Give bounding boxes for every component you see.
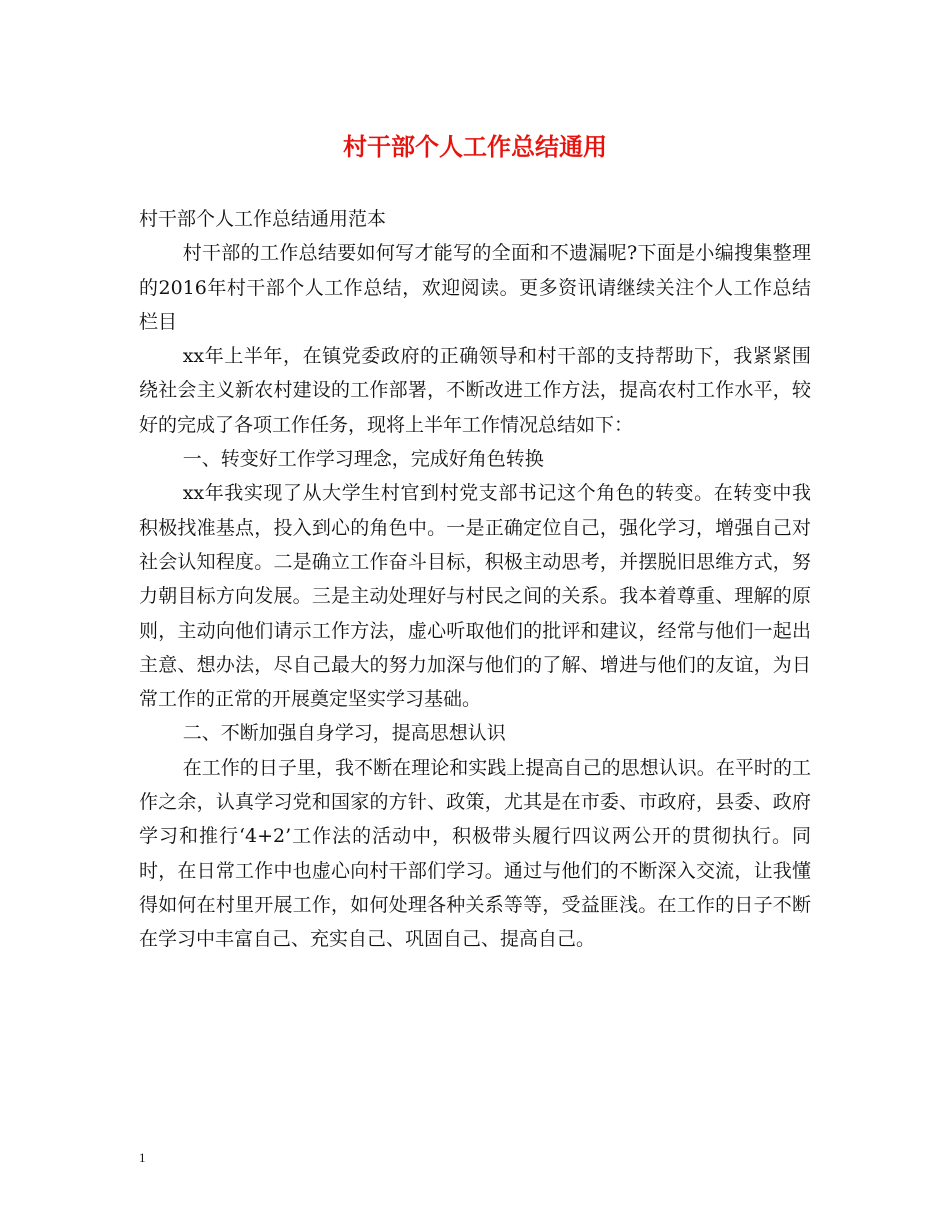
section-heading: 二、不断加强自身学习，提高思想认识 [182,722,506,745]
paragraph: 在工作的日子里，我不断在理论和实践上提高自己的思想认识。在平时的工作之余，认真学习党和国家的方针、政策，尤其是在市委、市政府，县委、政府学习和推行‘4+2’工作法的活动中，积极带头履行四议两公开的贯彻执行。同时，在日常工作中也虚心向村干部们学习。通过与他们的不断深入交流，让我懂得如何在村里开展工作，如何处理各种关系等等，受益匪浅。在工作的日子不断在学习中丰富自己、充实自己、巩固自己、提高自己。 [139,756,811,951]
paragraph: 村干部个人工作总结通用范本 [139,208,387,230]
section-heading: 一、转变好工作学习理念，完成好角色转换 [182,448,544,471]
paragraph: 村干部的工作总结要如何写才能写的全面和不遗漏呢?下面是小编搜集整理的2016年村干部个人工作总结，欢迎阅读。更多资讯请继续关注个人工作总结栏目 [139,242,811,333]
document-body [139,202,811,957]
page-number: 1 [139,1150,146,1165]
paragraph: xx年我实现了从大学生村官到村党支部书记这个角色的转变。在转变中我积极找准基点，投入到心的角色中。一是正确定位自己，强化学习，增强自己对社会认知程度。二是确立工作奋斗目标，积极主动思考，并摆脱旧思维方式，努力朝目标方向发展。三是主动处理好与村民之间的关系。我本着尊重、理解的原则，主动向他们请示工作方法，虚心听取他们的批评和建议，经常与他们一起出主意、想办法，尽自己最大的努力加深与他们的了解、增进与他们的友谊，为日常工作的正常的开展奠定坚实学习基础。 [139,482,811,711]
paragraph: xx年上半年，在镇党委政府的正确领导和村干部的支持帮助下，我紧紧围绕社会主义新农村建设的工作部署，不断改进工作方法，提高农村工作水平，较好的完成了各项工作任务，现将上半年工作情况总结如下： [139,345,811,436]
document-title: 村干部个人工作总结通用 [343,132,607,161]
